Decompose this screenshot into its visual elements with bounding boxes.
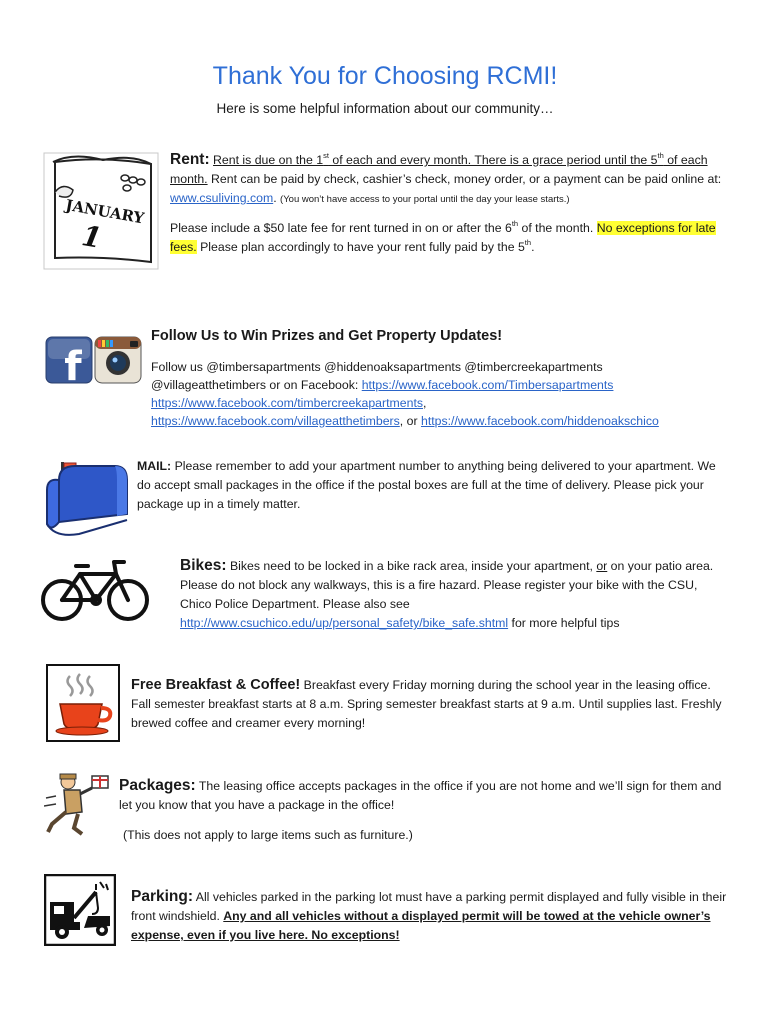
- tow-truck-icon: [44, 874, 116, 946]
- bike-safety-link[interactable]: http://www.csuchico.edu/up/personal_safety/bike_safe.shtml: [180, 616, 509, 630]
- calendar-month: JANUARY: [64, 195, 146, 228]
- rent-paragraph: Rent: Rent is due on the 1st of each and every month. There is a grace period until the 5th of each month. Rent can be paid by check, cashier’s check, money order, or a payment can be paid online at: www.csuliving.com. (You won’t have access to your portal until the day your lease starts.): [170, 151, 722, 205]
- instagram-icon[interactable]: [94, 336, 142, 384]
- facebook-link-village[interactable]: https://www.facebook.com/villageatthetimbers: [151, 414, 400, 428]
- mailbox-icon: [45, 460, 131, 542]
- facebook-link-timbercreek[interactable]: https://www.facebook.com/timbercreekapartments: [151, 396, 424, 410]
- calendar-day: 1: [79, 219, 105, 255]
- breakfast-paragraph: Free Breakfast & Coffee! Breakfast every Friday morning during the school year in the leasing office. Fall semester breakfast starts at 8 a.m. Spring semester breakfast starts at 9 a.m. Until supplies last. Freshly brewed coffee and creamer every morning!: [131, 677, 722, 730]
- breakfast-heading: Free Breakfast & Coffee!: [131, 677, 301, 693]
- portal-note: (You won’t have access to your portal until the day your lease starts.): [280, 194, 570, 205]
- rent-due-text: Rent is due on the 1st of each and every month. There is a grace period until the 5th of each month.: [170, 151, 708, 186]
- late-fee-highlight: No exceptions for late fees.: [170, 221, 716, 254]
- facebook-link-timbers[interactable]: https://www.facebook.com/Timbersapartments: [361, 378, 614, 392]
- facebook-glyph: f: [64, 344, 82, 384]
- social-paragraph: Follow us @timbersapartments @hiddenoaksapartments @timbercreekapartments @villageatthetimbers or on Facebook: https://www.facebook.com/Timbersapartments https://www.facebook.com/timbercreekapartments, https://www.facebook.com/villageatthetimbers, or https://www.facebook.com/hiddenoakschico: [151, 360, 659, 428]
- parking-paragraph: Parking: All vehicles parked in the parking lot must have a parking permit displayed and fully visible in their front windshield. Any and all vehicles without a displayed permit will be towed at the vehicle owner’s expense, even if you live here. No exceptions!: [131, 888, 727, 942]
- packages-note: (This does not apply to large items such as furniture.): [123, 828, 413, 842]
- rent-pay-text: Rent can be paid by check, cashier’s check, money order, or a payment can be paid online at:: [207, 172, 722, 186]
- facebook-icon[interactable]: [45, 336, 93, 384]
- page-title: Thank You for Choosing RCMI!: [212, 62, 558, 90]
- delivery-person-icon: [44, 772, 114, 838]
- bicycle-icon: [40, 556, 150, 626]
- calendar-icon: [43, 152, 159, 270]
- bikes-heading: Bikes:: [180, 557, 227, 574]
- mail-paragraph: MAIL: Please remember to add your apartment number to anything being delivered to your apartment. We do accept small packages in the office if the postal boxes are full at the time of delivery. Please pick your package up in a timely matter.: [137, 459, 716, 511]
- facebook-link-hiddenoaks[interactable]: https://www.facebook.com/hiddenoakschico: [420, 414, 659, 428]
- csuliving-link[interactable]: www.csuliving.com: [170, 191, 274, 205]
- packages-paragraph: Packages: The leasing office accepts packages in the office if you are not home and we’ll sign for them and let you know that you have a package in the office!: [119, 777, 722, 812]
- parking-warning: Any and all vehicles without a displayed permit will be towed at the vehicle owner’s expense, even if you live here. No exceptions!: [131, 909, 711, 942]
- coffee-cup-icon: [46, 664, 120, 742]
- late-fee-paragraph: Please include a $50 late fee for rent turned in on or after the 6th of the month. No exceptions for late fees. Please plan accordingly to have your rent fully paid by the 5th.: [170, 219, 716, 254]
- page-subtitle: Here is some helpful information about our community…: [216, 101, 554, 116]
- packages-heading: Packages:: [119, 777, 196, 794]
- parking-heading: Parking:: [131, 888, 194, 905]
- rent-heading: Rent:: [170, 151, 210, 168]
- bikes-paragraph: Bikes: Bikes need to be locked in a bike rack area, inside your apartment, or on your patio area. Please do not block any walkways, this is a fire hazard. Please register your bike with the CSU, Chico Police Department. Please also see http://www.csuchico.edu/up/personal_safety/bike_safe.shtml for more helpful tips: [180, 557, 714, 630]
- mail-heading: MAIL:: [137, 459, 172, 473]
- social-heading: Follow Us to Win Prizes and Get Property Updates!: [151, 328, 503, 344]
